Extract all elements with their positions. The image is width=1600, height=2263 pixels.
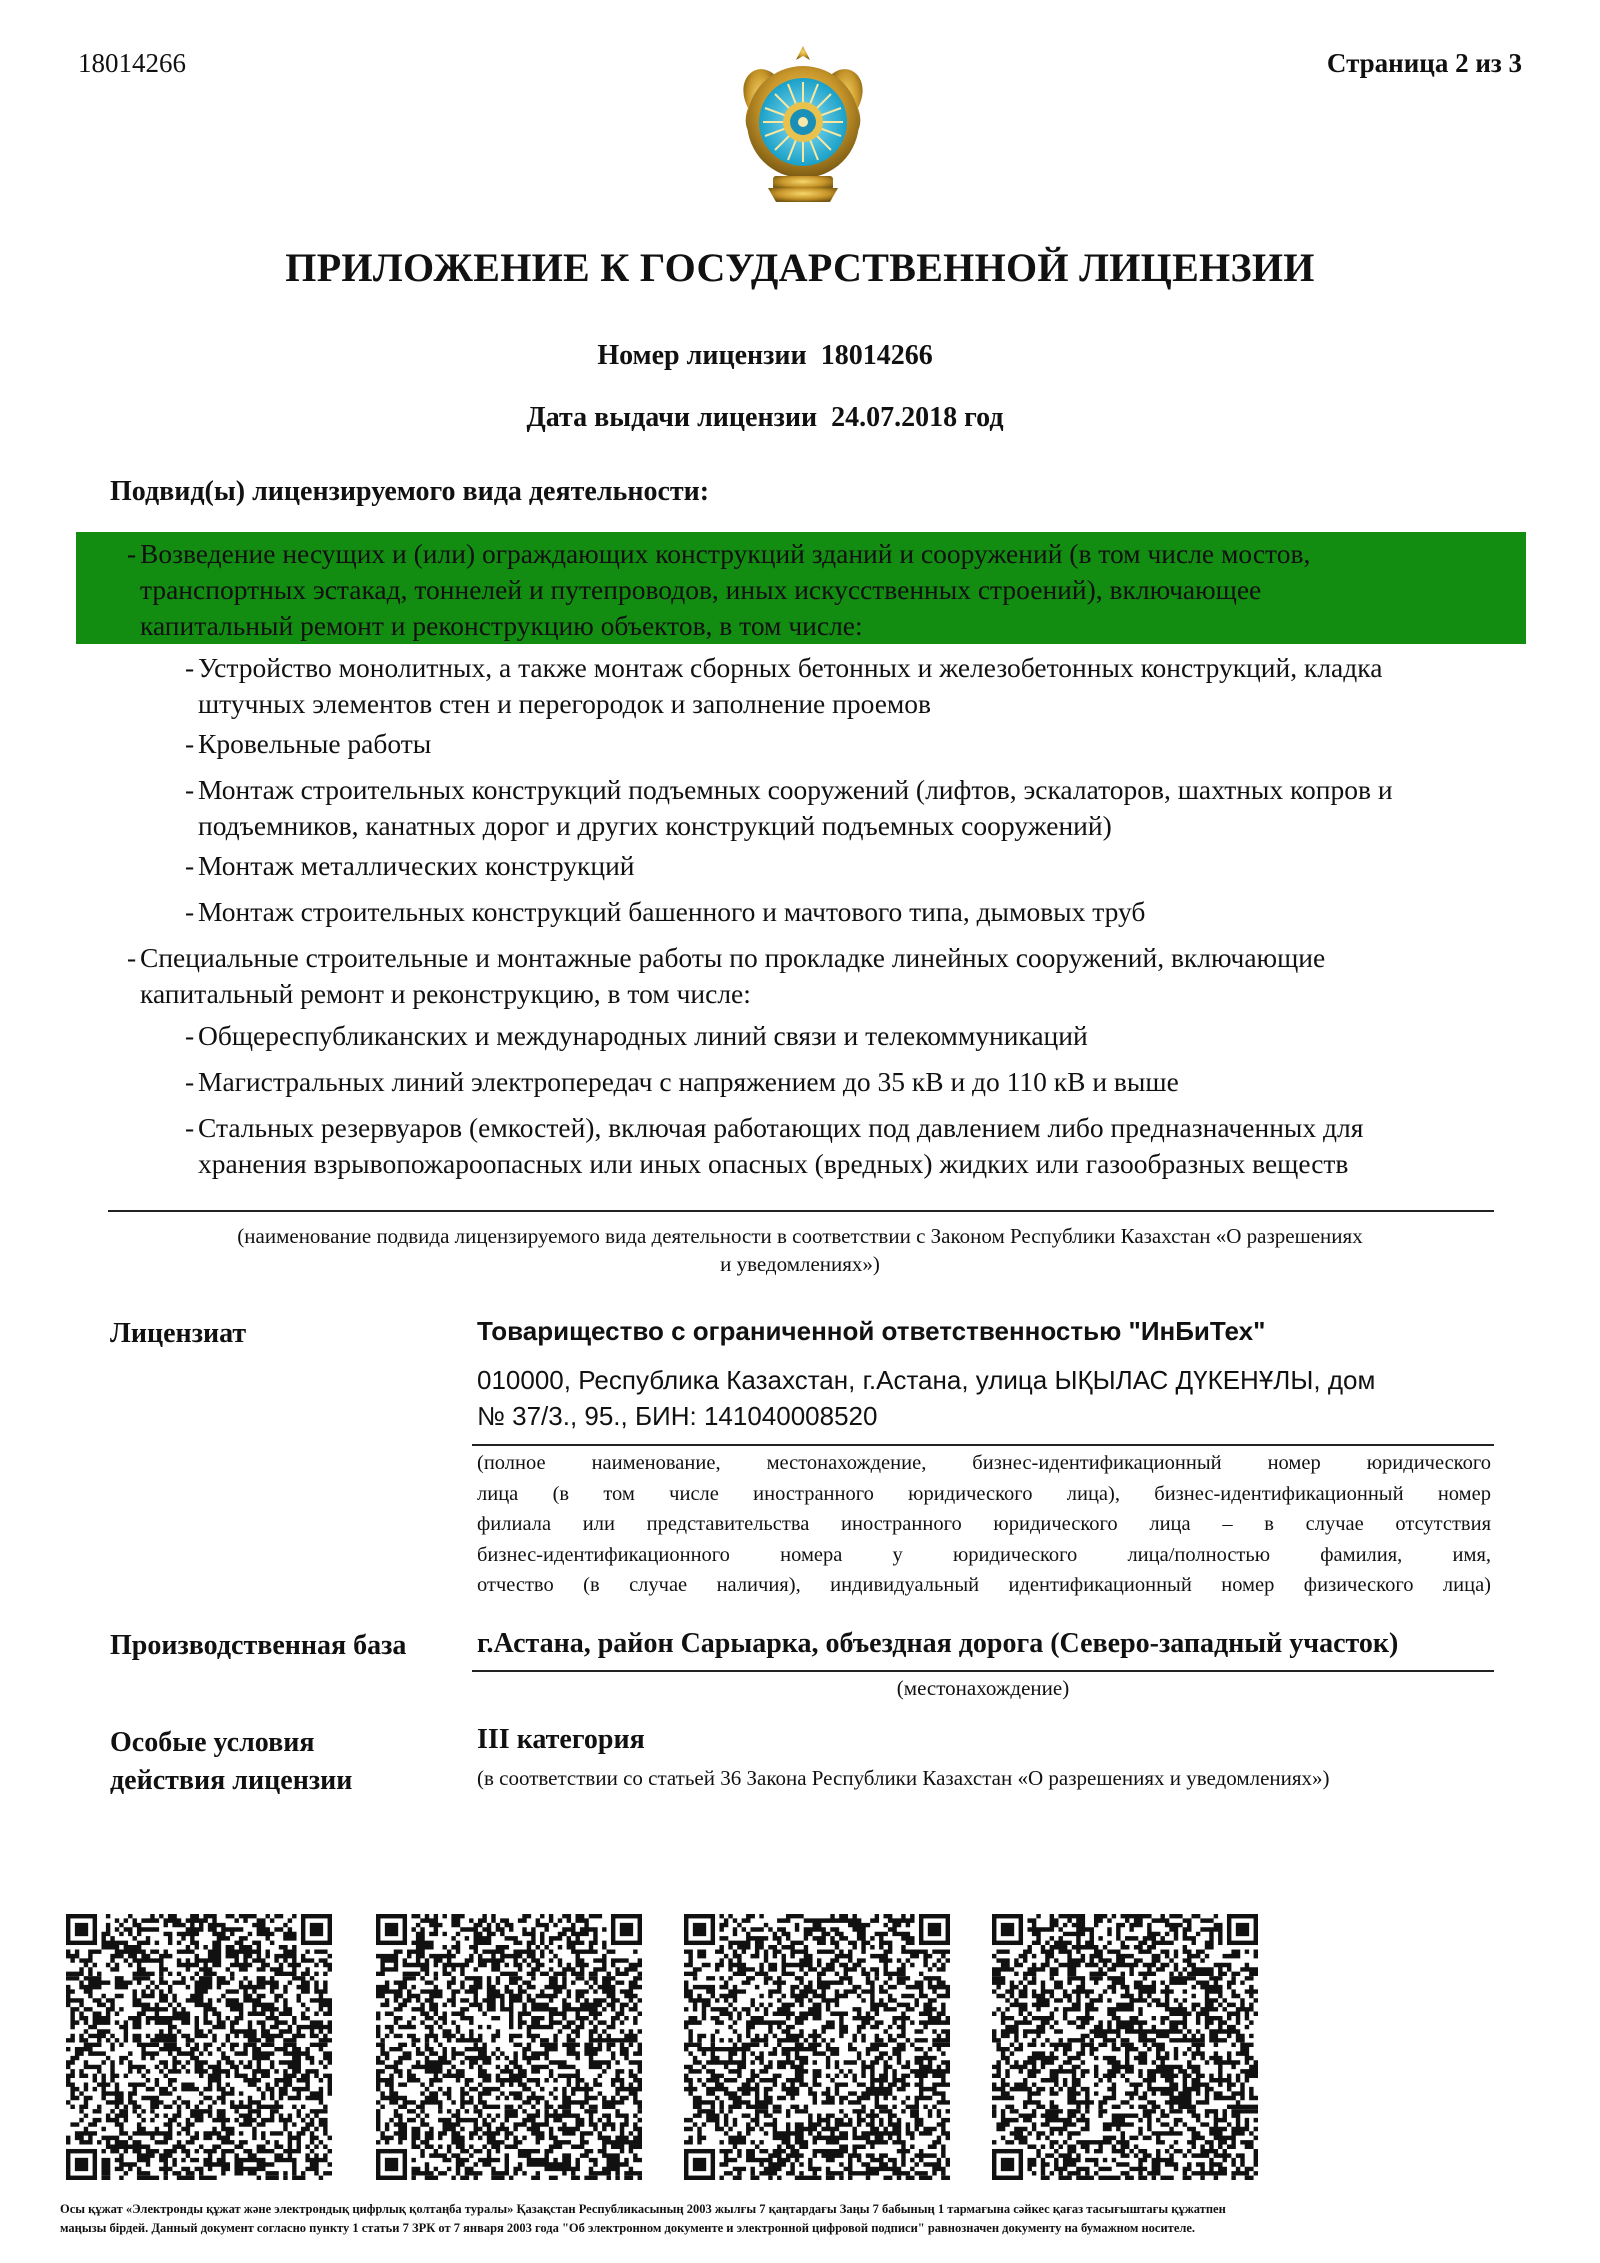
page-indicator: Страница 2 из 3 [1326,48,1522,78]
list-dash: - [185,652,195,683]
label-line: действия лицензии [110,1765,353,1796]
qr-modules [684,1914,950,2180]
divider [108,1210,1494,1212]
activity-line: капитальный ремонт и реконструкцию, в том числе: [140,978,751,1009]
document-number: 18014266 [78,48,186,78]
special-conditions-note: (в соответствии со статьей 36 Закона Республики Казахстан «О разрешениях и уведомлениях») [477,1766,1330,1790]
divider [472,1444,1494,1446]
qr-finder-pattern [919,1914,950,1945]
sub-activity-line: подъемников, канатных дорог и других конструкций подъемных сооружений) [198,810,1112,841]
note-line: отчество (в случае наличия), индивидуальный идентификационный номер физического лица) [477,1574,1491,1596]
sub-activity-line: штучных элементов стен и перегородок и заполнение проемов [198,688,932,719]
list-dash: - [185,774,195,805]
list-dash: - [185,1020,195,1051]
qr-finder-pattern [684,1914,715,1945]
production-base-value: г.Астана, район Сарыарка, объездная дорога (Северо-западный участок) [477,1628,1399,1659]
list-dash: - [185,850,195,881]
subtype-note [100,1222,1500,1278]
note-line: (наименование подвида лицензируемого вида деятельности в соответствии с Законом Республики Казахстан «О разрешениях [237,1224,1363,1248]
sub-activity-line: Стальных резервуаров (емкостей), включая работающих под давлением либо предназначенных для [198,1112,1364,1143]
qr-modules [992,1914,1258,2180]
sub-activity-line: Монтаж металлических конструкций [198,850,635,881]
address-line: 010000, Республика Казахстан, г.Астана, улица ЫҚЫЛАС ДҮКЕНҰЛЫ, дом [477,1365,1376,1395]
license-number-label: Номер лицензии [597,340,807,371]
footer-line: маңызы бірдей. Данный документ согласно пункту 1 статьи 7 ЗРК от 7 января 2003 года "Об электронном документе и электронной цифровой подписи" равнозначен документу на бумажном носителе. [60,2221,1196,2235]
state-emblem [728,38,878,208]
sub-activity-line: Устройство монолитных, а также монтаж сборных бетонных и железобетонных конструкций, кладка [198,652,1383,683]
sub-activity-item [185,1064,1179,1100]
license-date-line [0,402,1530,434]
activity-line: Специальные строительные и монтажные работы по прокладке линейных сооружений, включающие [140,942,1326,973]
note-line: филиала или представительства иностранного юридического лица – в случае отсутствия [477,1513,1491,1535]
qr-finder-pattern [376,1914,407,1945]
qr-finder-pattern [684,2149,715,2180]
qr-finder-pattern [66,1914,97,1945]
sub-activity-item [185,848,635,884]
sub-activity-item [185,894,1146,930]
qr-finder-pattern [1227,1914,1258,1945]
note-line: бизнес-идентификационного номера у юридического лица/полностью фамилия, имя, [477,1543,1491,1566]
subtypes-heading: Подвид(ы) лицензируемого вида деятельности: [110,476,710,507]
page-title: ПРИЛОЖЕНИЕ К ГОСУДАРСТВЕННОЙ ЛИЦЕНЗИИ [285,245,1315,290]
sub-activity-line: Общереспубликанских и международных линий связи и телекоммуникаций [198,1020,1088,1051]
sub-activity-line: Кровельные работы [198,728,432,759]
production-base-label: Производственная база [110,1630,407,1661]
note-line: лица (в том числе иностранного юридического лица), бизнес-идентификационный номер [477,1482,1491,1505]
qr-finder-pattern [376,2149,407,2180]
address-line: № 37/3., 95., БИН: 141040008520 [477,1401,878,1431]
list-dash: - [185,1112,195,1143]
list-dash: - [185,896,195,927]
list-dash: - [185,728,195,759]
licensee-name: Товарищество с ограниченной ответственностью "ИнБиТех" [477,1316,1266,1346]
qr-code [66,1914,332,2180]
sub-activity-item [185,772,1393,844]
special-conditions-value: III категория [477,1724,645,1755]
sub-activity-item [185,650,1383,722]
qr-finder-pattern [301,1914,332,1945]
note-line: и уведомлениях») [720,1252,880,1276]
activity-item [127,536,1311,644]
qr-code [376,1914,642,2180]
sub-activity-line: Монтаж строительных конструкций подъемных сооружений (лифтов, эскалаторов, шахтных копров и [198,774,1393,805]
list-dash: - [127,538,137,569]
divider [472,1670,1494,1672]
license-date-label: Дата выдачи лицензии [526,402,818,433]
qr-modules [376,1914,642,2180]
licensee-label: Лицензиат [110,1318,247,1349]
list-dash: - [185,1066,195,1097]
licensee-note [477,1448,1491,1601]
special-conditions-label [110,1724,352,1800]
sub-activity-item [185,726,432,762]
legal-footer [60,2200,1550,2238]
license-number-value: 18014266 [820,340,933,371]
activity-item [127,940,1326,1012]
qr-code [992,1914,1258,2180]
sub-activity-item [185,1110,1364,1182]
qr-finder-pattern [611,1914,642,1945]
sub-activity-line: хранения взрывопожароопасных или иных опасных (вредных) жидких или газообразных веществ [198,1148,1349,1179]
qr-finder-pattern [992,2149,1023,2180]
list-dash: - [127,942,137,973]
qr-finder-pattern [992,1914,1023,1945]
license-date-value: 24.07.2018 год [831,402,1004,433]
licensee-address [477,1362,1495,1434]
sub-activity-line: Монтаж строительных конструкций башенного и мачтового типа, дымовых труб [198,896,1146,927]
qr-code [684,1914,950,2180]
sub-activity-item [185,1018,1088,1054]
footer-line: Осы құжат «Электронды құжат және электрондық цифрлық қолтаңба туралы» Қазақстан Республикасының 2003 жылғы 7 қаңтардағы Заңы 7 бабының 1 тармағына сәйкес қағаз тасығыштағы құжатпен [60,2202,1226,2216]
license-number-line [0,340,1530,372]
activity-line: Возведение несущих и (или) ограждающих конструкций зданий и сооружений (в том числе мостов, [140,538,1311,569]
activity-line: капитальный ремонт и реконструкцию объектов, в том числе: [140,610,863,641]
note-line: (полное наименование, местонахождение, бизнес-идентификационный номер юридического [477,1452,1491,1474]
emblem-graphic [728,38,878,208]
qr-modules [66,1914,332,2180]
sub-activity-line: Магистральных линий электропередач с напряжением до 35 кВ и до 110 кВ и выше [198,1066,1179,1097]
qr-finder-pattern [66,2149,97,2180]
activity-line: транспортных эстакад, тоннелей и путепроводов, иных искусственных строений), включающее [140,574,1262,605]
production-base-note: (местонахождение) [896,1676,1070,1700]
label-line: Особые условия [110,1727,315,1758]
